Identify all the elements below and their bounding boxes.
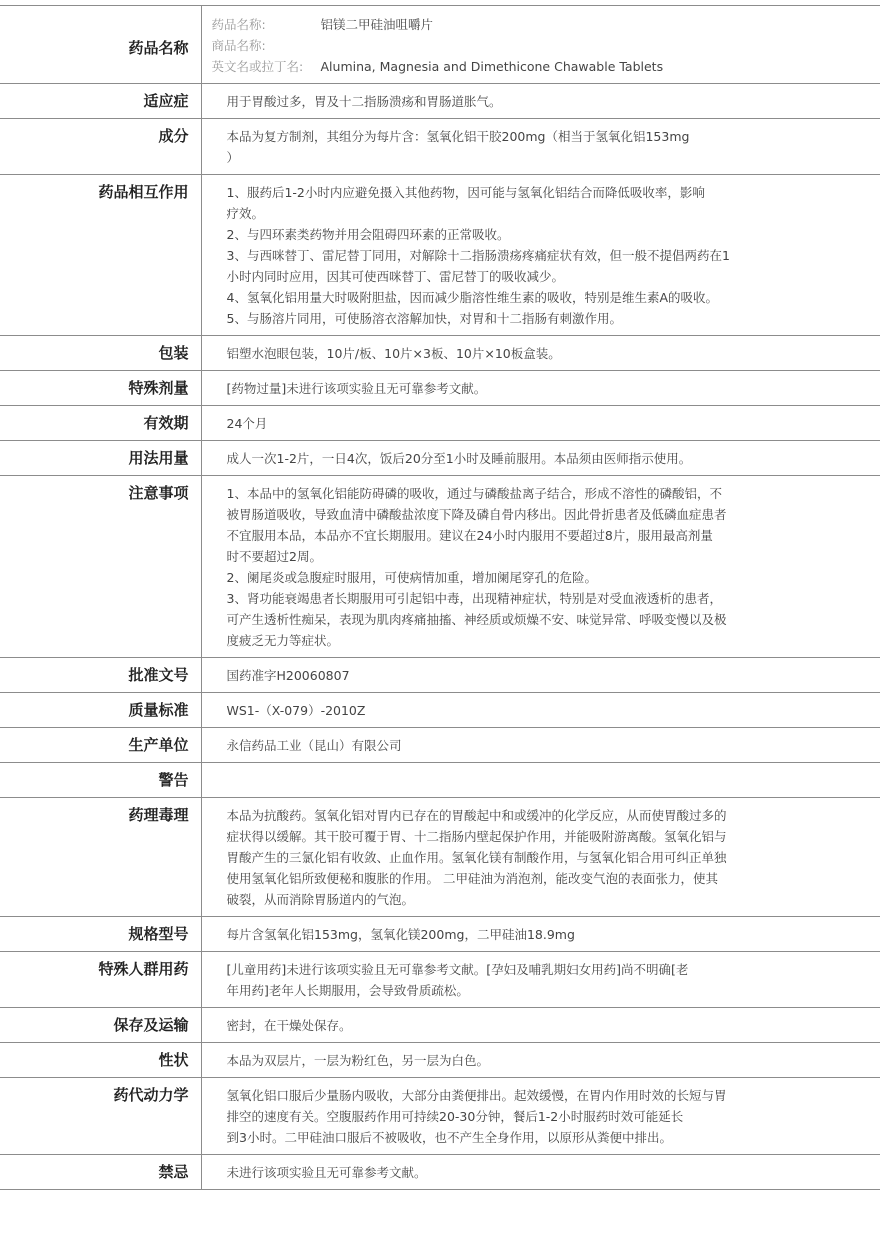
row-content bbox=[201, 84, 880, 119]
row-label: 性状 bbox=[0, 1043, 201, 1078]
content-line: 疗效。 bbox=[226, 206, 265, 221]
row-label: 注意事项 bbox=[0, 476, 201, 658]
row-content bbox=[201, 917, 880, 952]
drug-info-table bbox=[0, 5, 880, 1190]
content-line bbox=[227, 770, 791, 791]
row-content bbox=[201, 952, 880, 1008]
row-label: 保存及运输 bbox=[0, 1008, 201, 1043]
info-row bbox=[0, 406, 880, 441]
content-line: 用于胃酸过多，胃及十二指肠溃疡和胃肠道胀气。 bbox=[226, 94, 502, 109]
content-line: 排空的速度有关。空腹服药作用可持续20-30分钟，餐后1-2小时服药时效可能延长 bbox=[226, 1109, 684, 1124]
content-line: 可产生透析性痴呆，表现为肌肉疼痛抽搐、神经质或烦燥不安、味觉异常、呼吸变慢以及极 bbox=[226, 612, 727, 627]
info-row bbox=[0, 728, 880, 763]
generic-name-line bbox=[212, 14, 871, 35]
content-line: 3、与西咪替丁、雷尼替丁同用，对解除十二指肠溃疡疼痛症状有效，但一般不提倡两药在1 bbox=[226, 248, 730, 263]
info-row bbox=[0, 336, 880, 371]
row-label: 药品相互作用 bbox=[0, 175, 201, 336]
content-line: 本品为复方制剂，其组分为每片含：氢氧化铝干胶200mg（相当于氢氧化铝153mg bbox=[226, 129, 690, 144]
row-content bbox=[201, 1155, 880, 1190]
generic-name-value: 铝镁二甲硅油咀嚼片 bbox=[320, 17, 434, 32]
content-line: [药物过量]未进行该项实验且无可靠参考文献。 bbox=[226, 381, 487, 396]
row-content bbox=[201, 658, 880, 693]
info-row bbox=[0, 1008, 880, 1043]
content-line: 不宜服用本品，本品亦不宜长期服用。建议在24小时内服用不要超过8片，服用最高剂量 bbox=[226, 528, 713, 543]
content-line: 症状得以缓解。其干胶可覆于胃、十二指肠内壁起保护作用，并能吸附游离酸。氢氧化铝与 bbox=[226, 829, 727, 844]
row-label: 禁忌 bbox=[0, 1155, 201, 1190]
row-content bbox=[201, 1043, 880, 1078]
row-content bbox=[201, 1008, 880, 1043]
content-line: 24个月 bbox=[226, 416, 268, 431]
content-line: 到3小时。二甲硅油口服后不被吸收，也不产生全身作用，以原形从粪便中排出。 bbox=[226, 1130, 672, 1145]
info-row bbox=[0, 658, 880, 693]
row-label: 特殊剂量 bbox=[0, 371, 201, 406]
content-line: 本品为抗酸药。氢氧化铝对胃内已存在的胃酸起中和或缓冲的化学反应，从而使胃酸过多的 bbox=[226, 808, 727, 823]
row-label: 用法用量 bbox=[0, 441, 201, 476]
row-label: 药品名称 bbox=[0, 6, 201, 84]
row-content bbox=[201, 371, 880, 406]
content-line: ） bbox=[226, 150, 240, 165]
content-line: 国药准字H20060807 bbox=[226, 668, 350, 683]
content-line: 氢氧化铝口服后少量肠内吸收，大部分由粪便排出。起效缓慢，在胃内作用时效的长短与胃 bbox=[226, 1088, 727, 1103]
row-content bbox=[201, 406, 880, 441]
trade-name-label: 商品名称: bbox=[211, 38, 266, 53]
info-row bbox=[0, 84, 880, 119]
row-content bbox=[201, 476, 880, 658]
content-line: WS1-（X-079）-2010Z bbox=[226, 703, 366, 718]
row-label: 药理毒理 bbox=[0, 798, 201, 917]
info-row bbox=[0, 371, 880, 406]
info-row bbox=[0, 693, 880, 728]
row-label: 规格型号 bbox=[0, 917, 201, 952]
trade-name-line bbox=[212, 35, 871, 56]
info-row bbox=[0, 119, 880, 175]
row-label: 生产单位 bbox=[0, 728, 201, 763]
english-name-label: 英文名或拉丁名: bbox=[211, 59, 304, 74]
content-line: 1、服药后1-2小时内应避免摄入其他药物，因可能与氢氧化铝结合而降低吸收率，影响 bbox=[226, 185, 705, 200]
content-line: 4、氢氧化铝用量大时吸附胆盐，因而减少脂溶性维生素的吸收，特别是维生素A的吸收。 bbox=[226, 290, 719, 305]
row-label: 警告 bbox=[0, 763, 201, 798]
content-line: 2、与四环素类药物并用会阻碍四环素的正常吸收。 bbox=[226, 227, 510, 242]
row-content bbox=[201, 119, 880, 175]
info-row bbox=[0, 1078, 880, 1155]
row-content bbox=[201, 175, 880, 336]
info-row bbox=[0, 476, 880, 658]
info-row bbox=[0, 952, 880, 1008]
row-content bbox=[201, 763, 880, 798]
content-line: 3、肾功能衰竭患者长期服用可引起铝中毒，出现精神症状，特别是对受血液透析的患者， bbox=[226, 591, 722, 606]
content-line: 永信药品工业（昆山）有限公司 bbox=[226, 738, 402, 753]
content-line: [儿童用药]未进行该项实验且无可靠参考文献。[孕妇及哺乳期妇女用药]尚不明确[老 bbox=[226, 962, 689, 977]
info-row bbox=[0, 175, 880, 336]
row-label: 质量标准 bbox=[0, 693, 201, 728]
content-line: 使用氢氧化铝所致便秘和腹胀的作用。 二甲硅油为消泡剂，能改变气泡的表面张力，使其 bbox=[226, 871, 718, 886]
row-content bbox=[201, 693, 880, 728]
content-line: 1、本品中的氢氧化铝能防碍磷的吸收，通过与磷酸盐离子结合，形成不溶性的磷酸铝，不 bbox=[226, 486, 722, 501]
info-row bbox=[0, 1155, 880, 1190]
row-label: 批准文号 bbox=[0, 658, 201, 693]
content-line: 本品为双层片，一层为粉红色，另一层为白色。 bbox=[226, 1053, 490, 1068]
row-label: 特殊人群用药 bbox=[0, 952, 201, 1008]
english-name-line bbox=[212, 56, 871, 77]
info-row bbox=[0, 441, 880, 476]
row-content bbox=[201, 798, 880, 917]
row-label: 包装 bbox=[0, 336, 201, 371]
content-line: 铝塑水泡眼包装，10片/板、10片×3板、10片×10板盒装。 bbox=[226, 346, 561, 361]
row-label: 适应症 bbox=[0, 84, 201, 119]
info-row bbox=[0, 763, 880, 798]
content-line: 年用药]老年人长期服用，会导致骨质疏松。 bbox=[226, 983, 469, 998]
content-line: 每片含氢氧化铝153mg，氢氧化镁200mg，二甲硅油18.9mg bbox=[226, 927, 575, 942]
content-line: 被胃肠道吸收，导致血清中磷酸盐浓度下降及磷自骨内移出。因此骨折患者及低磷血症患者 bbox=[226, 507, 727, 522]
drug-name-row bbox=[0, 6, 880, 84]
content-line: 时不要超过2周。 bbox=[226, 549, 322, 564]
content-line: 未进行该项实验且无可靠参考文献。 bbox=[226, 1165, 427, 1180]
row-content bbox=[201, 336, 880, 371]
english-name-value: Alumina, Magnesia and Dimethicone Chawable Tablets bbox=[320, 59, 664, 74]
drug-name-cell bbox=[201, 6, 880, 84]
content-line: 密封，在干燥处保存。 bbox=[226, 1018, 352, 1033]
info-row bbox=[0, 1043, 880, 1078]
info-row bbox=[0, 798, 880, 917]
row-content bbox=[201, 1078, 880, 1155]
row-label: 成分 bbox=[0, 119, 201, 175]
row-label: 有效期 bbox=[0, 406, 201, 441]
content-line: 破裂，从而消除胃肠道内的气泡。 bbox=[226, 892, 415, 907]
content-line: 2、阑尾炎或急腹症时服用，可使病情加重，增加阑尾穿孔的危险。 bbox=[226, 570, 597, 585]
generic-name-label: 药品名称: bbox=[211, 17, 266, 32]
content-line: 5、与肠溶片同用，可使肠溶衣溶解加快，对胃和十二指肠有刺激作用。 bbox=[226, 311, 622, 326]
content-line: 小时内同时应用，因其可使西咪替丁、雷尼替丁的吸收减少。 bbox=[226, 269, 565, 284]
info-row bbox=[0, 917, 880, 952]
row-content bbox=[201, 728, 880, 763]
content-line: 度疲乏无力等症状。 bbox=[226, 633, 340, 648]
row-content bbox=[201, 441, 880, 476]
content-line: 成人一次1-2片，一日4次，饭后20分至1小时及睡前服用。本品须由医师指示使用。 bbox=[226, 451, 692, 466]
row-label: 药代动力学 bbox=[0, 1078, 201, 1155]
content-line: 胃酸产生的三氯化铝有收敛、止血作用。氢氧化镁有制酸作用，与氢氧化铝合用可纠正单独 bbox=[226, 850, 727, 865]
